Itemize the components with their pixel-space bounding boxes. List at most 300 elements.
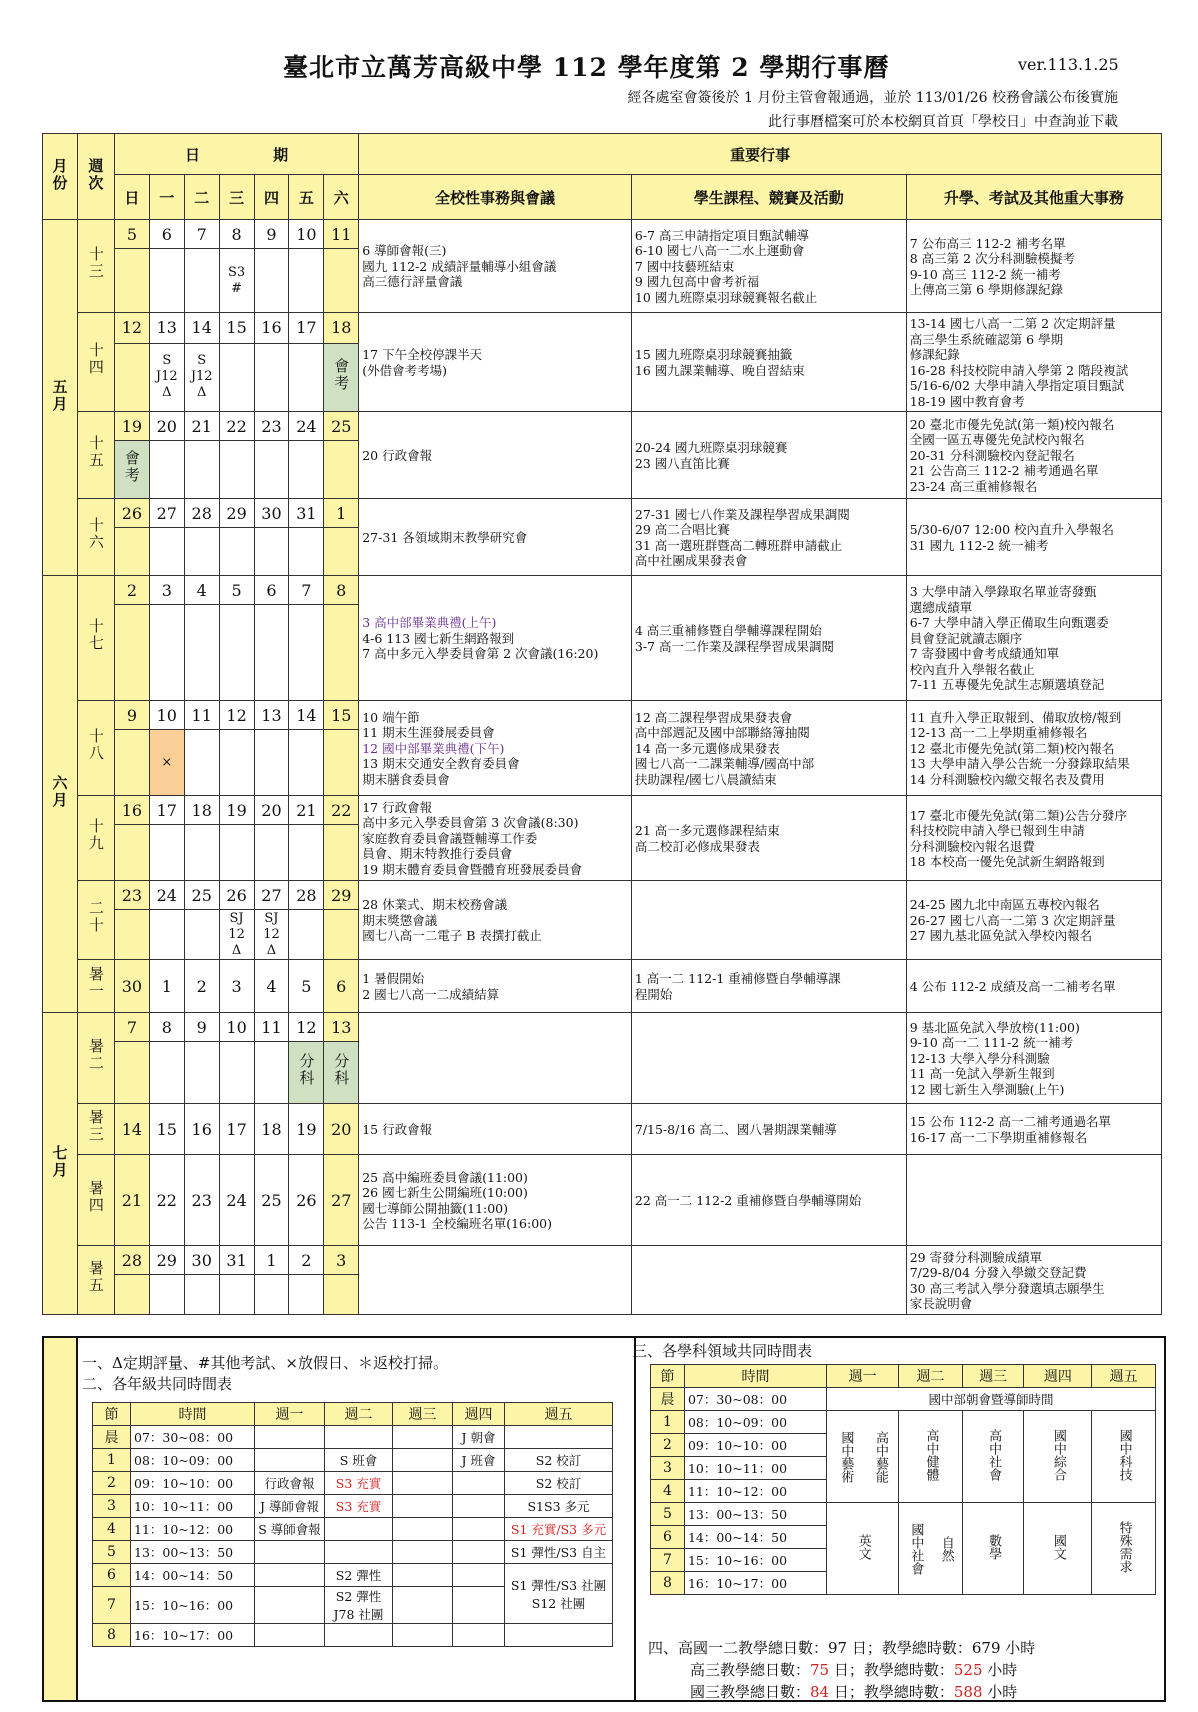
school-events: 4-6 113 國七新生網路報到 7 高中多元入學委員會第 2 次會議(16:20)	[362, 630, 599, 662]
mark-cell	[149, 605, 184, 701]
tt2-head: 週三	[393, 1403, 453, 1426]
period-num: 6	[93, 1564, 131, 1587]
period-time: 14：00~14：50	[684, 1526, 826, 1549]
period-time: 08：10~09：00	[131, 1449, 255, 1472]
date-cell: 12	[114, 313, 149, 344]
date-cell: 25	[324, 412, 359, 441]
date-cell: 24	[149, 881, 184, 910]
subj-english: 英文	[855, 1534, 871, 1560]
subj-social: 高中社會	[986, 1429, 1002, 1481]
period-time: 16：10~17：00	[684, 1572, 826, 1595]
tt2-head: 週二	[325, 1403, 393, 1426]
mark-cell	[114, 730, 149, 796]
event-school	[359, 220, 632, 313]
period-num: 5	[93, 1541, 131, 1564]
date-cell: 6	[254, 576, 289, 605]
slot	[325, 1541, 393, 1564]
date-cell: 16	[184, 1104, 219, 1155]
week-header: 週次	[77, 134, 114, 220]
mark-cell	[149, 910, 184, 960]
mark-cell	[289, 825, 324, 881]
slot	[255, 1426, 325, 1449]
slot	[393, 1518, 453, 1541]
date-cell: 26	[219, 881, 254, 910]
date-cell: 12	[289, 1013, 324, 1042]
event-school	[359, 701, 632, 796]
mark-cell	[219, 528, 254, 576]
event-exam: 15 公布 112-2 高一二補考通過名單 16-17 高一二下學期重補修報名	[906, 1104, 1161, 1155]
date-cell: 16	[254, 313, 289, 344]
week-label	[77, 1013, 114, 1104]
subj-chinese: 國文	[1050, 1534, 1066, 1560]
month-header: 月份	[43, 134, 78, 220]
mark-cell	[149, 249, 184, 313]
week-label	[77, 576, 114, 701]
slot	[255, 1624, 325, 1647]
totals-line-2: 高三教學總日數：75 日；教學總時數：525 小時	[690, 1661, 1018, 1679]
date-cell: 16	[114, 796, 149, 825]
approval-note: 經各處室會簽後於 1 月份主管會報通過，並於 113/01/26 校務會議公布後實施	[627, 90, 1118, 106]
period-num: 3	[651, 1457, 685, 1480]
slot: S2 彈性	[325, 1564, 393, 1587]
date-cell: 10	[289, 220, 324, 249]
week-label	[77, 1104, 114, 1155]
date-cell: 13	[254, 701, 289, 730]
date-cell: 4	[254, 960, 289, 1013]
period-num: 6	[651, 1526, 685, 1549]
event-school	[359, 576, 632, 701]
mark-cell	[114, 343, 149, 411]
event-student: 12 高二課程學習成果發表會 高中部週記及國中部聯絡簿抽閱 14 高一多元選修成果發表 國七八高一二課業輔導/國高中部 扶助課程/國七八晨讀結束	[631, 701, 906, 796]
am-thu	[1024, 1411, 1092, 1503]
week-label	[77, 499, 114, 576]
week-label	[77, 1155, 114, 1246]
subj-jh-social: 國中社會	[908, 1522, 924, 1575]
event-school	[359, 1104, 632, 1155]
exam-mark: 分科	[332, 1053, 351, 1087]
slot	[255, 1564, 325, 1587]
week-number: 暑二	[86, 1037, 105, 1072]
totals-line-1: 四、高國一二教學總日數：97 日；教學總時數：679 小時	[648, 1639, 1036, 1657]
date-cell: 18	[324, 313, 359, 344]
period-num: 5	[651, 1503, 685, 1526]
slot	[453, 1564, 505, 1587]
pm-wed	[962, 1503, 1024, 1595]
date-cell: 26	[289, 1155, 324, 1246]
date-cell: 8	[149, 1013, 184, 1042]
mark-cell	[324, 730, 359, 796]
date-cell: 19	[114, 412, 149, 441]
mark-cell	[254, 249, 289, 313]
pm-thu	[1024, 1503, 1092, 1595]
date-cell: 24	[219, 1155, 254, 1246]
slot: S2 校訂	[505, 1472, 613, 1495]
mark-cell: SJ 12 Δ	[219, 910, 254, 960]
period-num: 晨	[93, 1426, 131, 1449]
mark-cell	[324, 249, 359, 313]
mark-cell	[289, 1275, 324, 1315]
date-cell: 22	[219, 412, 254, 441]
period-time: 10：10~11：00	[684, 1457, 826, 1480]
date-cell: 1	[149, 960, 184, 1013]
date-cell: 14	[184, 313, 219, 344]
event-student	[631, 1246, 906, 1315]
mark-cell	[254, 528, 289, 576]
mark-cell	[289, 730, 324, 796]
event-exam: 13-14 國七八高一二第 2 次定期評量 高三學生系統確認第 6 學期 修課紀錄 16-28 科技校院申請入學第 2 階段複試 5/16-6/02 大學申請入學指定項目甄試 18-19 國中教育會考	[906, 313, 1161, 412]
mark-cell	[289, 343, 324, 411]
date-cell: 29	[324, 881, 359, 910]
date-cell: 13	[324, 1013, 359, 1042]
period-num: 4	[651, 1480, 685, 1503]
event-school	[359, 412, 632, 499]
date-cell: 30	[254, 499, 289, 528]
date-cell: 4	[184, 576, 219, 605]
date-cell: 2	[114, 576, 149, 605]
event-school	[359, 313, 632, 412]
period-time: 07：30~08：00	[684, 1388, 826, 1411]
mark-cell	[114, 1042, 149, 1104]
event-student: 6-7 高三申請指定項目甄試輔導 6-10 國七八高一二水上運動會 7 國中技藝班結束 9 國九包高中會考祈福 10 國九班際桌羽球競賽報名截止	[631, 220, 906, 313]
period-num: 2	[651, 1434, 685, 1457]
date-cell: 22	[324, 796, 359, 825]
school-events: 13 期末交通安全教育委員會 期末膳食委員會	[362, 756, 520, 787]
slot: J 班會	[453, 1449, 505, 1472]
subj-health: 高中健體	[923, 1429, 939, 1481]
month-label: 七月	[50, 1144, 69, 1179]
slot	[393, 1624, 453, 1647]
slot	[325, 1518, 393, 1541]
am-fri	[1092, 1411, 1156, 1503]
event-exam: 20 臺北市優先免試(第一類)校內報名 全國一區五專優先免試校內報名 20-31 分科測驗校內登記報名 21 公告高三 112-2 補考通過名單 23-24 高三重補修報名	[906, 412, 1161, 499]
week-label	[77, 881, 114, 960]
mark-cell	[324, 825, 359, 881]
tt2-head: 週四	[453, 1403, 505, 1426]
period-num: 7	[651, 1549, 685, 1572]
month-label: 六月	[50, 775, 69, 809]
date-cell: 9	[254, 220, 289, 249]
date-cell: 5	[219, 576, 254, 605]
period-time: 11：10~12：00	[131, 1518, 255, 1541]
slot: S2 校訂	[505, 1449, 613, 1472]
slot	[393, 1587, 453, 1624]
date-cell: 21	[289, 796, 324, 825]
subj-arts-skills: 高中藝能	[872, 1430, 888, 1483]
week-number: 十四	[86, 341, 105, 376]
event-exam	[906, 1155, 1161, 1246]
week-number: 十六	[86, 516, 105, 551]
week-number: 暑一	[86, 965, 105, 1000]
event-school	[359, 1013, 632, 1104]
event-student: 20-24 國九班際桌羽球競賽 23 國八直笛比賽	[631, 412, 906, 499]
bottom-left-bar	[44, 1338, 78, 1700]
month-may	[43, 220, 78, 576]
week-label	[77, 313, 114, 412]
date-cell: 28	[289, 881, 324, 910]
month-label: 五月	[50, 378, 69, 413]
period-num: 晨	[651, 1388, 685, 1411]
mark-cell	[184, 1275, 219, 1315]
date-cell: 15	[219, 313, 254, 344]
event-student: 21 高一多元選修課程結束 高二校訂必修成果發表	[631, 796, 906, 881]
week-number: 暑五	[86, 1259, 105, 1294]
mark-cell	[184, 528, 219, 576]
event-exam: 17 臺北市優先免試(第二類)公告分發序 科技校院申請入學已報到生申請 分科測驗校內報名退費 18 本校高一優先免試新生網路報到	[906, 796, 1161, 881]
event-school	[359, 881, 632, 960]
legend-subject-schedule: 三、各學科領域共同時間表	[632, 1342, 813, 1360]
school-events: 20 行政會報	[362, 447, 433, 463]
tt2-head: 週五	[505, 1403, 613, 1426]
date-cell: 18	[184, 796, 219, 825]
totals-line-3: 國三教學總日數：84 日；教學總時數：588 小時	[690, 1683, 1018, 1701]
subj-tech: 國中科技	[1116, 1429, 1132, 1481]
calendar-table	[42, 133, 1162, 1315]
mark-cell	[324, 441, 359, 499]
date-cell: 19	[289, 1104, 324, 1155]
event-student: 4 高三重補修暨自學輔導課程開始 3-7 高一二作業及課程學習成果調閱	[631, 576, 906, 701]
mark-cell: S J12 Δ	[149, 343, 184, 411]
date-cell: 30	[184, 1246, 219, 1275]
date-cell: 27	[149, 499, 184, 528]
mark-cell	[114, 249, 149, 313]
event-school	[359, 1246, 632, 1315]
event-student: 15 國九班際桌羽球競賽抽籤 16 國九課業輔導、晚自習結束	[631, 313, 906, 412]
school-events: 1 暑假開始 2 國七八高一二成績結算	[362, 971, 500, 1002]
mark-cell	[184, 730, 219, 796]
period-time: 13：00~13：50	[684, 1503, 826, 1526]
mark-cell: ×	[149, 730, 184, 796]
event-student: 7/15-8/16 高二、國八暑期課業輔導	[631, 1104, 906, 1155]
date-cell: 25	[254, 1155, 289, 1246]
date-cell: 21	[184, 412, 219, 441]
date-cell: 18	[254, 1104, 289, 1155]
period-num: 1	[651, 1411, 685, 1434]
slot	[325, 1624, 393, 1647]
mark-cell	[254, 1275, 289, 1315]
tt2-head: 節	[93, 1403, 131, 1426]
event-student	[631, 1013, 906, 1104]
date-cell: 15	[149, 1104, 184, 1155]
date-cell: 22	[149, 1155, 184, 1246]
period-time: 11：10~12：00	[684, 1480, 826, 1503]
week-number: 暑三	[86, 1108, 105, 1143]
period-time: 09：10~10：00	[684, 1434, 826, 1457]
mark-cell	[254, 605, 289, 701]
grade-schedule-table	[92, 1402, 613, 1647]
slot: 行政會報	[255, 1472, 325, 1495]
event-exam: 4 公布 112-2 成績及高一二補考名單	[906, 960, 1161, 1013]
period-num: 8	[651, 1572, 685, 1595]
legend-symbols: 一、Δ定期評量、#其他考試、×放假日、＊返校打掃。	[82, 1354, 448, 1372]
mark-cell	[149, 825, 184, 881]
date-cell: 13	[149, 313, 184, 344]
tt2-head: 週一	[255, 1403, 325, 1426]
subj-integrated: 國中綜合	[1050, 1429, 1066, 1481]
week-label	[77, 1246, 114, 1315]
mark-cell	[289, 249, 324, 313]
mark-cell	[324, 1275, 359, 1315]
slot	[393, 1541, 453, 1564]
mark-cell	[184, 1042, 219, 1104]
exam-mark: 會考	[332, 357, 351, 392]
col-exam-header: 升學、考試及其他重大事務	[906, 175, 1161, 220]
day-fri: 五	[289, 175, 324, 220]
col-student-header: 學生課程、競賽及活動	[631, 175, 906, 220]
date-cell: 1	[254, 1246, 289, 1275]
month-jun	[43, 576, 78, 1013]
date-cell: 20	[254, 796, 289, 825]
mark-cell	[149, 1042, 184, 1104]
pm-mon	[827, 1503, 899, 1595]
morning-assembly: 國中部朝會暨導師時間	[827, 1388, 1156, 1411]
month-jul	[43, 1013, 78, 1315]
slot	[255, 1449, 325, 1472]
legend-grade-schedule: 二、各年級共同時間表	[82, 1375, 233, 1393]
date-cell: 20	[149, 412, 184, 441]
date-cell: 19	[219, 796, 254, 825]
period-time: 16：10~17：00	[131, 1624, 255, 1647]
date-cell: 5	[289, 960, 324, 1013]
period-time: 14：00~14：50	[131, 1564, 255, 1587]
date-cell: 14	[114, 1104, 149, 1155]
period-num: 3	[93, 1495, 131, 1518]
tt3-head: 週二	[899, 1365, 963, 1388]
col-school-header: 全校性事務與會議	[359, 175, 632, 220]
slot: S1 充實/S3 多元	[505, 1518, 613, 1541]
week-label	[77, 701, 114, 796]
date-cell: 11	[184, 701, 219, 730]
slot	[453, 1541, 505, 1564]
date-cell: 17	[149, 796, 184, 825]
date-cell: 1	[324, 499, 359, 528]
slot: S 班會	[325, 1449, 393, 1472]
mark-cell: SJ 12 Δ	[254, 910, 289, 960]
slot: J 朝會	[453, 1426, 505, 1449]
school-events: 25 高中編班委員會議(11:00) 26 國七新生公開編班(10:00) 國七導師公開抽籤(11:00) 公告 113-1 全校編班名單(16:00)	[362, 1169, 552, 1231]
mark-cell	[219, 1275, 254, 1315]
am-mon	[827, 1411, 899, 1503]
school-events-a: 10 端午節 11 期末生涯發展委員會	[362, 709, 495, 741]
mark-cell	[184, 825, 219, 881]
event-exam: 29 寄發分科測驗成績單 7/29-8/04 分發入學繳交登記費 30 高三考試入學分發選填志願學生 家長說明會	[906, 1246, 1161, 1315]
date-cell: 10	[149, 701, 184, 730]
tt3-head: 週三	[962, 1365, 1024, 1388]
date-cell: 27	[324, 1155, 359, 1246]
event-school	[359, 1155, 632, 1246]
date-cell: 8	[324, 576, 359, 605]
date-cell: 24	[289, 412, 324, 441]
period-num: 7	[93, 1587, 131, 1624]
date-cell: 23	[184, 1155, 219, 1246]
slot	[255, 1587, 325, 1624]
school-events: 28 休業式、期末校務會議 期末獎懲會議 國七八高一二電子 B 表撰打截止	[362, 897, 542, 944]
event-school	[359, 796, 632, 881]
graduation-event: 12 國中部畢業典禮(下午)	[362, 740, 505, 756]
date-cell: 9	[114, 701, 149, 730]
date-cell: 14	[289, 701, 324, 730]
bottom-divider	[634, 1338, 636, 1700]
mark-cell	[324, 1042, 359, 1104]
period-time: 07：30~08：00	[131, 1426, 255, 1449]
slot: S1 彈性/S3 自主	[505, 1541, 613, 1564]
mark-cell	[289, 910, 324, 960]
date-cell: 8	[219, 220, 254, 249]
mark-cell	[149, 528, 184, 576]
mark-cell	[219, 441, 254, 499]
date-cell: 7	[184, 220, 219, 249]
tt3-head: 週四	[1024, 1365, 1092, 1388]
date-cell: 23	[254, 412, 289, 441]
date-header: 日 期	[114, 134, 358, 175]
subject-schedule-table	[650, 1364, 1156, 1595]
mark-cell	[149, 1275, 184, 1315]
date-cell: 29	[149, 1246, 184, 1275]
week-label	[77, 220, 114, 313]
week-number: 十七	[86, 617, 105, 652]
week-number: 十八	[86, 727, 105, 762]
slot	[453, 1472, 505, 1495]
slot: S2 彈性 J78 社團	[325, 1587, 393, 1624]
mark-cell	[289, 605, 324, 701]
mark-cell	[289, 528, 324, 576]
slot: J 導師會報	[255, 1495, 325, 1518]
slot	[453, 1624, 505, 1647]
day-sat: 六	[324, 175, 359, 220]
slot	[393, 1564, 453, 1587]
date-cell: 11	[254, 1013, 289, 1042]
date-cell: 6	[324, 960, 359, 1013]
mark-cell	[114, 605, 149, 701]
subj-special-needs: 特殊需求	[1116, 1521, 1132, 1573]
day-wed: 三	[219, 175, 254, 220]
subj-math: 數學	[986, 1534, 1002, 1560]
slot	[505, 1624, 613, 1647]
week-number: 十九	[86, 817, 105, 852]
mark-cell	[219, 825, 254, 881]
date-cell: 25	[184, 881, 219, 910]
date-cell: 2	[289, 1246, 324, 1275]
event-exam: 24-25 國九北中南區五專校內報名 26-27 國七八高一二第 3 次定期評量 27 國九基北區免試入學校內報名	[906, 881, 1161, 960]
period-num: 8	[93, 1624, 131, 1647]
slot: S3 充實	[325, 1495, 393, 1518]
mark-cell: S3 #	[219, 249, 254, 313]
mark-cell	[114, 441, 149, 499]
mark-cell	[149, 441, 184, 499]
date-cell: 17	[289, 313, 324, 344]
day-tue: 二	[184, 175, 219, 220]
period-time: 09：10~10：00	[131, 1472, 255, 1495]
mark-cell	[219, 730, 254, 796]
date-cell: 11	[324, 220, 359, 249]
day-sun: 日	[114, 175, 149, 220]
event-student	[631, 881, 906, 960]
tt3-head: 週五	[1092, 1365, 1156, 1388]
week-label	[77, 796, 114, 881]
slot: S1 彈性/S3 社團 S12 社團	[505, 1564, 613, 1624]
date-cell: 31	[289, 499, 324, 528]
period-time: 08：10~09：00	[684, 1411, 826, 1434]
date-cell: 3	[149, 576, 184, 605]
slot	[393, 1495, 453, 1518]
subj-art: 國中藝術	[838, 1430, 854, 1483]
slot	[453, 1495, 505, 1518]
mark-cell	[184, 910, 219, 960]
mark-cell	[254, 343, 289, 411]
mark-cell	[324, 528, 359, 576]
period-num: 4	[93, 1518, 131, 1541]
mark-cell	[254, 730, 289, 796]
school-events: 17 行政會報 高中多元入學委員會第 3 次會議(8:30) 家庭教育委員會議暨輔導工作委 員會、期末特教推行委員會 19 期末體育委員會暨體育班發展委員會	[362, 799, 583, 877]
